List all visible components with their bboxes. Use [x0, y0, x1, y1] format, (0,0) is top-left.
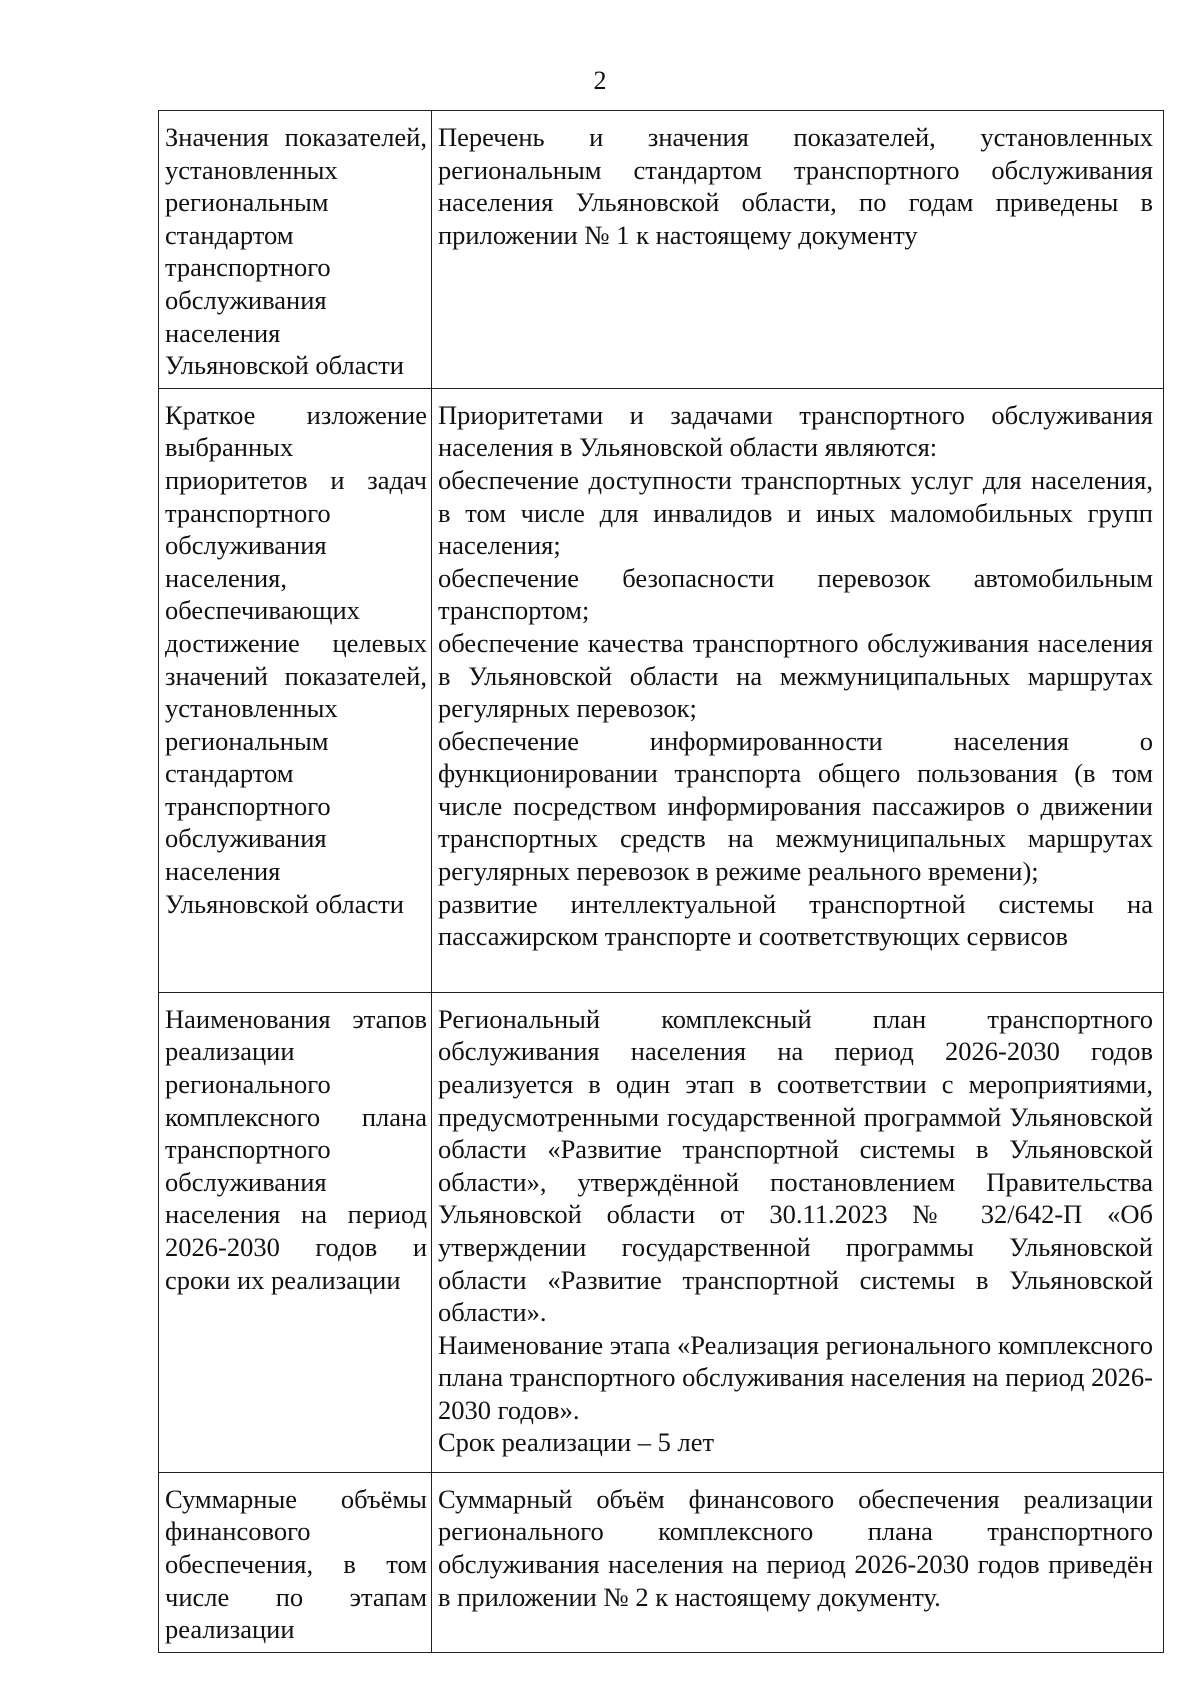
row-value [432, 111, 1164, 389]
row-value [432, 992, 1164, 1472]
row-paragraph: обеспечение безопасности перевозок автомобильным транспортом; [438, 562, 1153, 626]
passport-table [158, 110, 1164, 1653]
row-paragraph: обеспечение качества транспортного обслуживания населения в Ульяновской области на межмуниципальных маршрутах регулярных перевозок; [438, 627, 1153, 724]
row-paragraph: Приоритетами и задачами транспортного обслуживания населения в Ульяновской области являются: [438, 399, 1153, 463]
row-value [432, 1472, 1164, 1652]
table-row-stages [159, 992, 1164, 1472]
row-value [432, 388, 1164, 992]
table-row-financing [159, 1472, 1164, 1652]
row-label: Краткое изложение выбранных приоритетов и задач транспортного обслуживания населения, обеспечивающих достижение целевых значений показателей, установленных региональным стандартом транспортного обслуживания населения Ульяновской области [159, 388, 432, 992]
row-paragraph: Региональный комплексный план транспортного обслуживания населения на период 2026-2030 годов реализуется в один этап в соответствии с мероприятиями, предусмотренными государственной программой Ульяновской области «Развитие транспортной системы в Ульяновской области», утверждённой постановлением Правительства Ульяновской области от 30.11.2023 № 32/642-П «Об утверждении государственной программы Ульяновской области «Развитие транспортной системы в Ульяновской области». [438, 1003, 1153, 1328]
row-label: Суммарные объёмы финансового обеспечения, в том числе по этапам реализации [159, 1472, 432, 1652]
table-row-indicators [159, 111, 1164, 389]
table-row-priorities [159, 388, 1164, 992]
row-paragraph: Перечень и значения показателей, установленных региональным стандартом транспортного обслуживания населения Ульяновской области, по годам приведены в приложении № 1 к настоящему документу [438, 122, 1153, 250]
row-paragraph: Срок реализации – 5 лет [438, 1427, 715, 1458]
row-label: Значения показателей, установленных региональным стандартом транспортного обслуживания населения Ульяновской области [159, 111, 432, 389]
row-label: Наименования этапов реализации регионального комплексного плана транспортного обслуживания населения на период 2026-2030 годов и сроки их реализации [159, 992, 432, 1472]
page-number: 2 [593, 66, 607, 95]
row-paragraph: Наименование этапа «Реализация регионального комплексного плана транспортного обслуживания населения на период 2026-2030 годов». [438, 1329, 1153, 1425]
row-paragraph: развитие интеллектуальной транспортной системы на пассажирском транспорте и соответствующих сервисов [438, 888, 1153, 952]
row-paragraph: Суммарный объём финансового обеспечения реализации регионального комплексного плана транспортного обслуживания населения на период 2026-2030 годов приведён в приложении № 2 к настоящему документу. [438, 1483, 1153, 1612]
row-paragraph: обеспечение доступности транспортных услуг для населения, в том числе для инвалидов и иных маломобильных групп населения; [438, 464, 1153, 561]
row-paragraph: обеспечение информированности населения о функционировании транспорта общего пользования (в том числе посредством информирования пассажиров о движении транспортных средств на межмуниципальных маршрутах регулярных перевозок в режиме реального времени); [438, 725, 1153, 887]
